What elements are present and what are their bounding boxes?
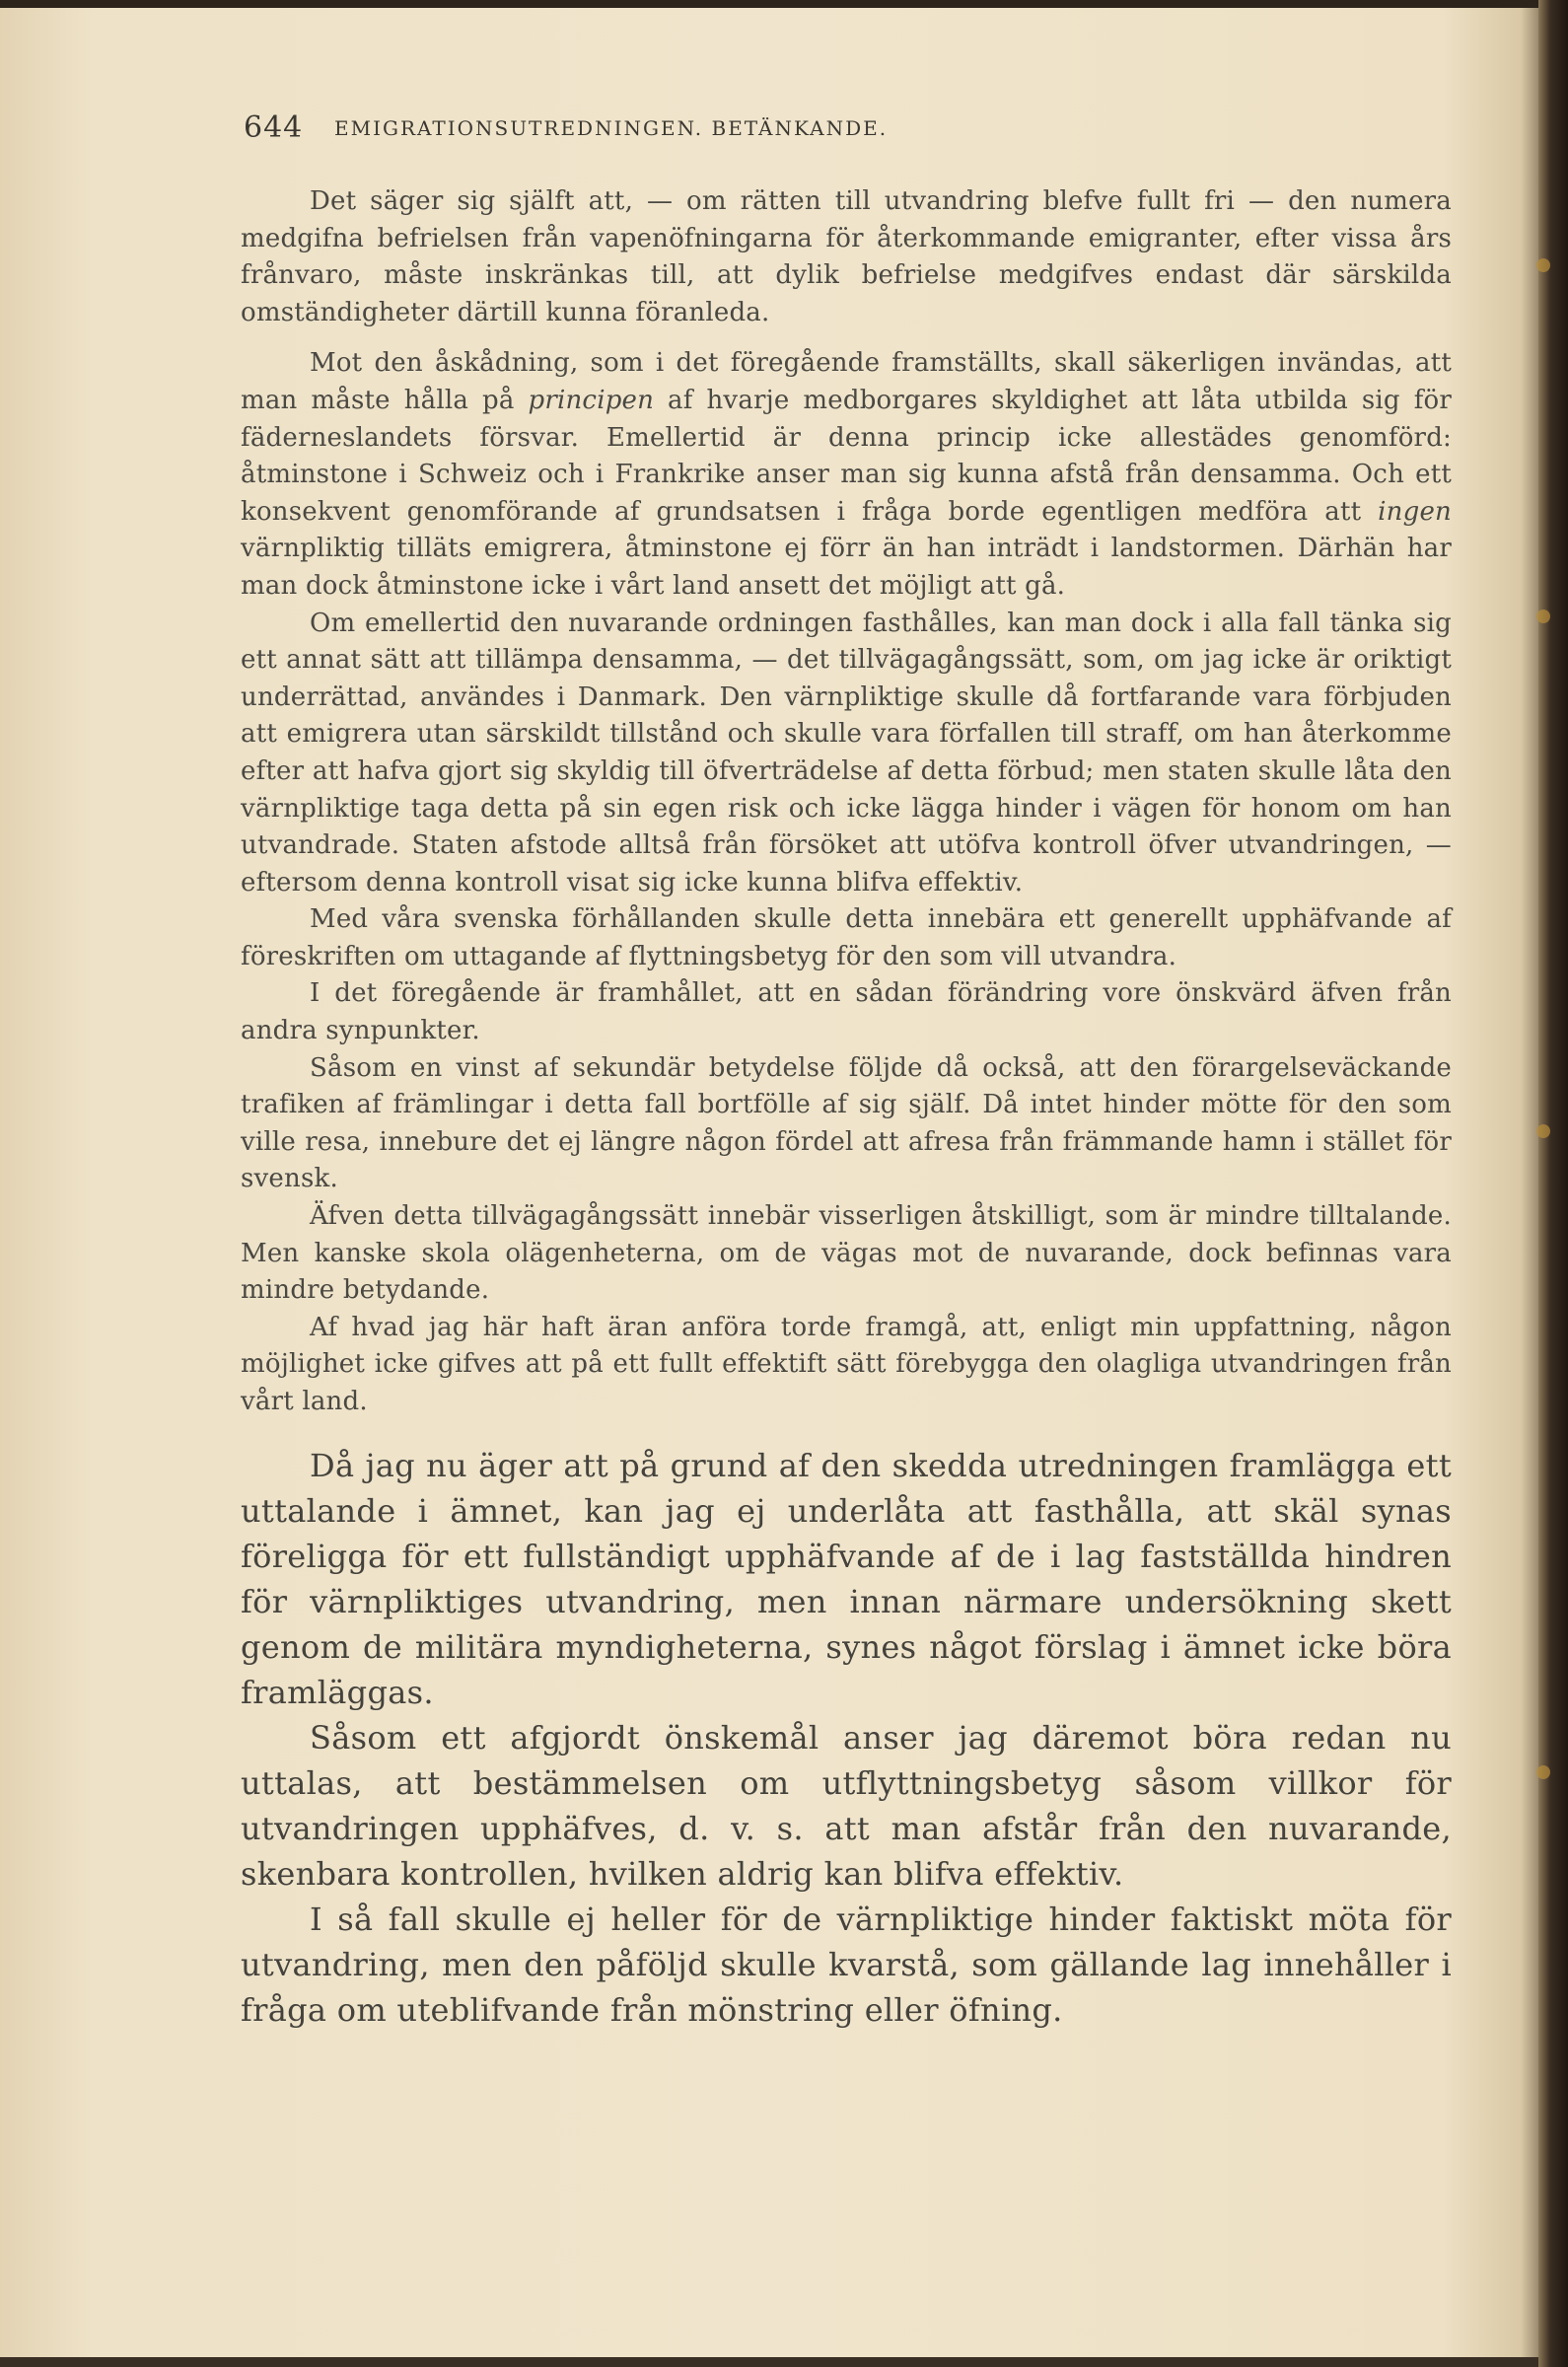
- margin-mark: [1536, 1765, 1550, 1779]
- emphasis: principen: [528, 385, 655, 415]
- paragraph: [241, 345, 1452, 605]
- text-run: af hvarje medborgares skyldighet att låta utbilda sig för fäderneslandets försvar. Emellertid är denna princip icke allestädes genomförd: åtminstone i Schweiz och i Frankrike anser man sig kunna afstå från densamma. Och ett konsekvent genomförande af grundsatsen i fråga borde egentligen medföra att: [241, 385, 1452, 527]
- margin-mark: [1536, 610, 1550, 623]
- paragraph: Då jag nu äger att på grund af den skedda utredningen framlägga ett uttalande i ämnet, kan jag ej underlåta att fasthålla, att skäl synas föreligga för ett fullständigt upphäfvande af de i lag fastställda hindren för värnpliktiges utvandring, men innan närmare undersökning skett genom de militära myndigheterna, synes något förslag i ämnet icke böra framläggas.: [241, 1446, 1452, 1711]
- margin-mark: [1536, 258, 1550, 272]
- paragraph: Om emellertid den nuvarande ordningen fasthålles, kan man dock i alla fall tänka sig ett annat sätt att tillämpa densamma, — det tillvägagångssätt, som, om jag icke är oriktigt underrättad, användes i Danmark. Den värnpliktige skulle då fortfarande vara förbjuden att emigrera utan särskildt tillstånd och skulle vara förfallen till straff, om han återkomme efter att hafva gjort sig skyldig till öfverträdelse af detta förbud; men staten skulle låta den värnpliktige taga detta på sin egen risk och icke lägga hinder i vägen för honom om han utvandrade. Staten afstode alltså från försöket att utöfva kontroll öfver utvandringen, — eftersom denna kontroll visat sig icke kunna blifva effektiv.: [241, 608, 1452, 897]
- text-run: Mot den åskådning, som i det föregående framställts, skall säkerligen invändas, att man måste hålla på: [241, 348, 1452, 415]
- paragraph: Såsom en vinst af sekundär betydelse följde då också, att den förargelseväckande trafiken af främlingar i detta fall bortfölle af sig själf. Då intet hinder mötte för den som ville resa, innebure det ej längre någon fördel att afresa från främmande hamn i stället för svensk.: [241, 1052, 1452, 1194]
- paragraph: Äfven detta tillvägagångssätt innebär visserligen åtskilligt, som är mindre tilltalande. Men kanske skola olägenheterna, om de vägas mot de nuvarande, dock befinnas vara mindre betydande.: [241, 1201, 1452, 1306]
- text-run: värnpliktig tilläts emigrera, åtminstone ej förr än han inträdt i landstormen. Därhän har man dock åtminstone icke i vårt land ansett det möjligt att gå.: [241, 534, 1452, 601]
- paragraph: Med våra svenska förhållanden skulle detta innebära ett generellt upphäfvande af föreskriften om uttagande af flyttningsbetyg för den som vill utvandra.: [241, 904, 1452, 971]
- large-print-section: [241, 1443, 1452, 2033]
- paragraph: Det säger sig själft att, — om rätten till utvandring blefve fullt fri — den numera medgifna befrielsen från vapenöfningarna för återkommande emigranter, efter vissa års frånvaro, måste inskränkas till, att dylik befrielse medgifves endast där särskilda omständigheter därtill kunna föranleda.: [241, 186, 1452, 327]
- small-print-section: [241, 183, 1452, 1421]
- paragraph: Af hvad jag här haft äran anföra torde framgå, att, enligt min uppfattning, någon möjlighet icke gifves att på ett fullt effektift sätt förebygga den olagliga utvandringen från vårt land.: [241, 1312, 1452, 1416]
- page-edge: [1538, 0, 1568, 2367]
- running-title: EMIGRATIONSUTREDNINGEN. BETÄNKANDE.: [334, 116, 889, 140]
- top-border: [0, 0, 1538, 8]
- page-number: 644: [244, 110, 304, 145]
- paragraph: I det föregående är framhållet, att en sådan förändring vore önskvärd äfven från andra synpunkter.: [241, 978, 1452, 1046]
- page-header: [244, 110, 1452, 154]
- bottom-border: [0, 2357, 1538, 2367]
- paragraph: I så fall skulle ej heller för de värnpliktige hinder faktiskt möta för utvandring, men den påföljd skulle kvarstå, som gällande lag innehåller i fråga om uteblifvande från mönstring eller öfning.: [241, 1900, 1452, 2029]
- page-body: [241, 183, 1452, 2033]
- emphasis: ingen: [1378, 496, 1452, 527]
- margin-mark: [1536, 1124, 1550, 1138]
- paragraph: Såsom ett afgjordt önskemål anser jag däremot böra redan nu uttalas, att bestämmelsen om utflyttningsbetyg såsom villkor för utvandringen upphäfves, d. v. s. att man afstår från den nuvarande, skenbara kontrollen, hvilken aldrig kan blifva effektiv.: [241, 1718, 1452, 1893]
